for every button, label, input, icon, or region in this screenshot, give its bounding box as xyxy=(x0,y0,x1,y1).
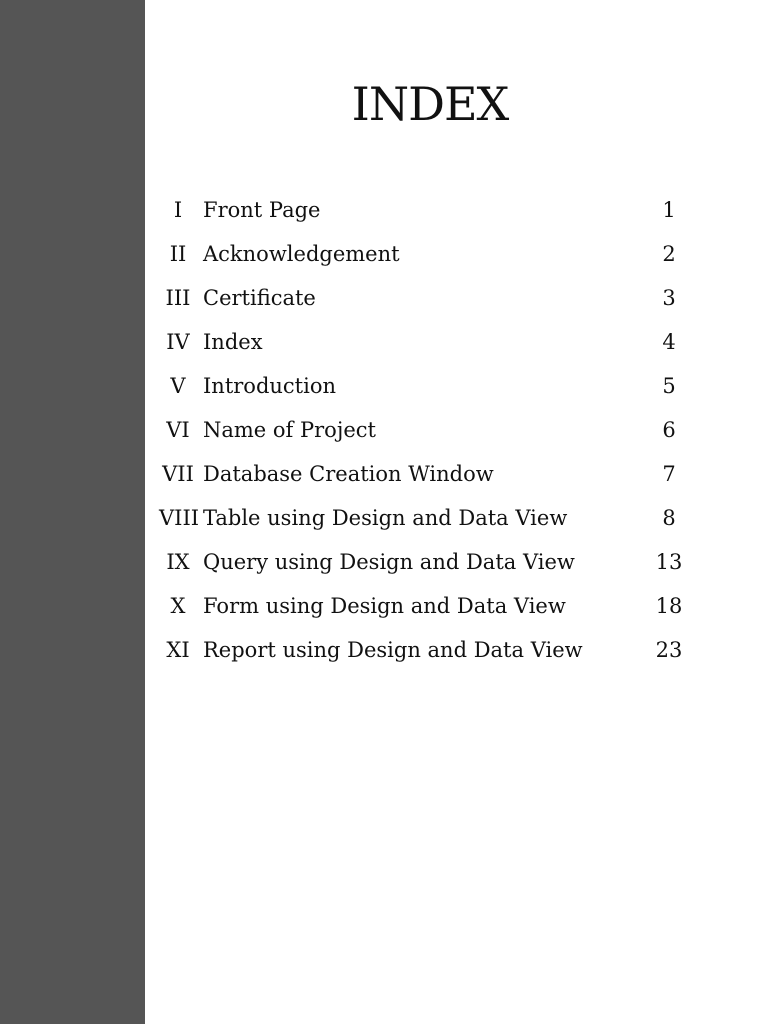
toc-entry-page: 13 xyxy=(655,550,683,574)
toc-entry-page: 6 xyxy=(662,418,676,442)
toc-entry xyxy=(159,364,689,408)
toc-entry-label: Query using Design and Data View xyxy=(203,550,575,574)
toc-entry-label: Certificate xyxy=(203,286,316,310)
toc-entry xyxy=(159,540,689,584)
toc-entry-page: 7 xyxy=(662,462,676,486)
toc-entry-label: Name of Project xyxy=(203,418,376,442)
toc-entry-label: Front Page xyxy=(203,198,321,222)
toc-entry-label: Acknowledgement xyxy=(203,242,400,266)
left-sidebar-band xyxy=(0,0,145,1024)
toc-entry xyxy=(159,320,689,364)
toc-entry xyxy=(159,276,689,320)
toc-entry-label: Introduction xyxy=(203,374,336,398)
toc-entry-number: XI xyxy=(166,638,190,662)
toc-entry xyxy=(159,408,689,452)
toc-entry-number: II xyxy=(169,242,187,266)
toc-entry-label: Database Creation Window xyxy=(203,462,494,486)
toc-entry-page: 8 xyxy=(662,506,676,530)
toc-entry-page: 23 xyxy=(655,638,683,662)
toc-entry-page: 18 xyxy=(655,594,683,618)
toc-entry-label: Index xyxy=(203,330,263,354)
toc-entry-number: IV xyxy=(166,330,190,354)
toc-entry-page: 2 xyxy=(662,242,676,266)
toc-entry-number: VIII xyxy=(159,506,200,530)
toc-entry-label: Form using Design and Data View xyxy=(203,594,566,618)
toc-entry-page: 5 xyxy=(662,374,676,398)
toc-entry-number: X xyxy=(170,594,186,618)
toc-entry xyxy=(159,452,689,496)
toc-entry-number: IX xyxy=(166,550,190,574)
toc-entry-number: V xyxy=(170,374,186,398)
toc-entry-page: 4 xyxy=(662,330,676,354)
table-of-contents xyxy=(159,188,689,672)
toc-entry-number: VII xyxy=(162,462,194,486)
toc-entry xyxy=(159,584,689,628)
toc-entry-label: Table using Design and Data View xyxy=(203,506,568,530)
page-title: INDEX xyxy=(351,77,509,131)
toc-entry-number: VI xyxy=(166,418,190,442)
document-page xyxy=(145,0,768,1024)
toc-entry-page: 1 xyxy=(662,198,676,222)
toc-entry xyxy=(159,232,689,276)
toc-entry-number: I xyxy=(173,198,183,222)
toc-entry xyxy=(159,188,689,232)
toc-entry-label: Report using Design and Data View xyxy=(203,638,583,662)
toc-entry xyxy=(159,628,689,672)
toc-entry xyxy=(159,496,689,540)
toc-entry-page: 3 xyxy=(662,286,676,310)
toc-entry-number: III xyxy=(165,286,191,310)
